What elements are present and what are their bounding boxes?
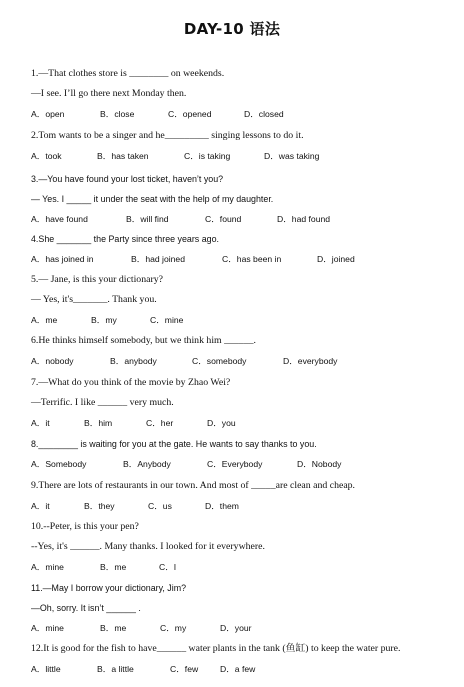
options-spacer [31, 492, 451, 500]
question-stem: 1.—That clothes store is ________ on weekends. [31, 68, 225, 79]
line-spacer [31, 594, 451, 602]
question-12 [31, 643, 451, 675]
option-b[interactable]: B．they [84, 501, 115, 511]
question-stem: 2.Tom wants to be a singer and he_________ singing lessons to do it. [31, 130, 304, 141]
question-stem: 7.—What do you think of the movie by Zhao Wei? [31, 377, 231, 388]
option-b[interactable]: B．me [100, 623, 127, 633]
answer-options [31, 213, 451, 225]
question-9 [31, 480, 451, 512]
option-a[interactable]: A．little [31, 664, 61, 674]
option-d[interactable]: D．everybody [283, 356, 338, 366]
question-stem: 9.There are lots of restaurants in our town. And most of _____are clean and cheap. [31, 480, 356, 491]
answer-options [31, 622, 451, 634]
question-stem: 5.— Jane, is this your dictionary? [31, 274, 163, 285]
options-spacer [31, 409, 451, 417]
option-c[interactable]: C．mine [150, 315, 184, 325]
option-c[interactable]: C．us [148, 501, 172, 511]
answer-options [31, 314, 451, 326]
option-a[interactable]: A．it [31, 501, 50, 511]
option-d[interactable]: D．Nobody [297, 459, 342, 469]
question-dialogue-line: — Yes. I _____ it under the seat with the help of my daughter. [31, 194, 274, 204]
options-spacer [31, 655, 451, 663]
question-4 [31, 233, 451, 265]
options-spacer [31, 347, 451, 355]
question-dialogue-line: —Oh, sorry. It isn’t ______ . [31, 603, 141, 613]
page-title: DAY-10 语法 [183, 20, 281, 38]
option-a[interactable]: A．has joined in [31, 254, 94, 264]
options-spacer [31, 205, 451, 213]
question-6 [31, 335, 451, 367]
question-dialogue-line: —I see. I’ll go there next Monday then. [31, 88, 187, 99]
option-b[interactable]: B．anybody [110, 356, 157, 366]
option-b[interactable]: B．close [100, 109, 135, 119]
answer-options [31, 253, 451, 265]
option-c[interactable]: C．few [170, 664, 199, 674]
options-spacer [31, 450, 451, 458]
question-stem: 8.________ is waiting for you at the gate. He wants to say thanks to you. [31, 439, 317, 449]
question-stem: 11.—May I borrow your dictionary, Jim? [31, 583, 187, 593]
option-b[interactable]: B．Anybody [123, 459, 171, 469]
question-stem: 12.It is good for the fish to have______ water plants in the tank (鱼缸) to keep the water pure. [31, 643, 401, 654]
answer-options [31, 355, 451, 367]
option-a[interactable]: A．nobody [31, 356, 74, 366]
answer-options [31, 500, 451, 512]
option-a[interactable]: A．mine [31, 623, 64, 633]
option-c[interactable]: C．is taking [184, 151, 231, 161]
line-spacer [31, 185, 451, 193]
question-10 [31, 521, 451, 573]
question-stem: 4.She _______ the Party since three years ago. [31, 234, 219, 244]
option-b[interactable]: B．will find [126, 214, 169, 224]
option-c[interactable]: C．I [159, 562, 177, 572]
option-c[interactable]: C．my [160, 623, 187, 633]
option-c[interactable]: C．somebody [192, 356, 247, 366]
option-a[interactable]: A．me [31, 315, 58, 325]
answer-options [31, 150, 451, 162]
question-dialogue-line: —Terrific. I like ______ very much. [31, 397, 174, 408]
option-d[interactable]: D．you [207, 418, 236, 428]
question-stem: 3.—You have found your lost ticket, haven’t you? [31, 174, 224, 184]
option-a[interactable]: A．have found [31, 214, 88, 224]
question-1 [31, 68, 451, 120]
question-5 [31, 274, 451, 326]
options-spacer [31, 553, 451, 561]
option-c[interactable]: C．her [146, 418, 174, 428]
question-dialogue-line: — Yes, it's_______. Thank you. [31, 294, 157, 305]
option-d[interactable]: D．had found [277, 214, 331, 224]
answer-options [31, 458, 451, 470]
options-spacer [31, 142, 451, 150]
question-stem: 10.--Peter, is this your pen? [31, 521, 139, 532]
option-b[interactable]: B．him [84, 418, 113, 428]
line-spacer [31, 80, 451, 88]
option-c[interactable]: C．has been in [222, 254, 282, 264]
answer-options [31, 108, 451, 120]
question-3 [31, 173, 451, 225]
line-spacer [31, 389, 451, 397]
option-a[interactable]: A．open [31, 109, 65, 119]
option-a[interactable]: A．mine [31, 562, 64, 572]
option-b[interactable]: B．me [100, 562, 127, 572]
option-b[interactable]: B．my [91, 315, 117, 325]
option-d[interactable]: D．closed [244, 109, 284, 119]
line-spacer [31, 533, 451, 541]
answer-options [31, 417, 451, 429]
question-11 [31, 582, 451, 634]
option-b[interactable]: B．a little [97, 664, 134, 674]
question-2 [31, 130, 451, 162]
option-b[interactable]: B．has taken [97, 151, 149, 161]
option-d[interactable]: D．was taking [264, 151, 320, 161]
option-c[interactable]: C．opened [168, 109, 212, 119]
options-spacer [31, 245, 451, 253]
question-dialogue-line: --Yes, it's ______. Many thanks. I looked for it everywhere. [31, 541, 265, 552]
option-c[interactable]: C．found [205, 214, 242, 224]
option-d[interactable]: D．them [205, 501, 239, 511]
options-spacer [31, 100, 451, 108]
options-spacer [31, 614, 451, 622]
option-a[interactable]: A．took [31, 151, 62, 161]
option-d[interactable]: D．your [220, 623, 252, 633]
option-c[interactable]: C．Everybody [207, 459, 263, 469]
question-7 [31, 377, 451, 429]
option-d[interactable]: D．a few [220, 664, 256, 674]
options-spacer [31, 306, 451, 314]
option-d[interactable]: D．joined [317, 254, 355, 264]
option-a[interactable]: A．Somebody [31, 459, 87, 469]
question-8 [31, 438, 451, 470]
answer-options [31, 663, 451, 675]
option-b[interactable]: B．had joined [131, 254, 185, 264]
question-stem: 6.He thinks himself somebody, but we think him ______. [31, 335, 256, 346]
option-a[interactable]: A．it [31, 418, 50, 428]
line-spacer [31, 286, 451, 294]
answer-options [31, 561, 451, 573]
